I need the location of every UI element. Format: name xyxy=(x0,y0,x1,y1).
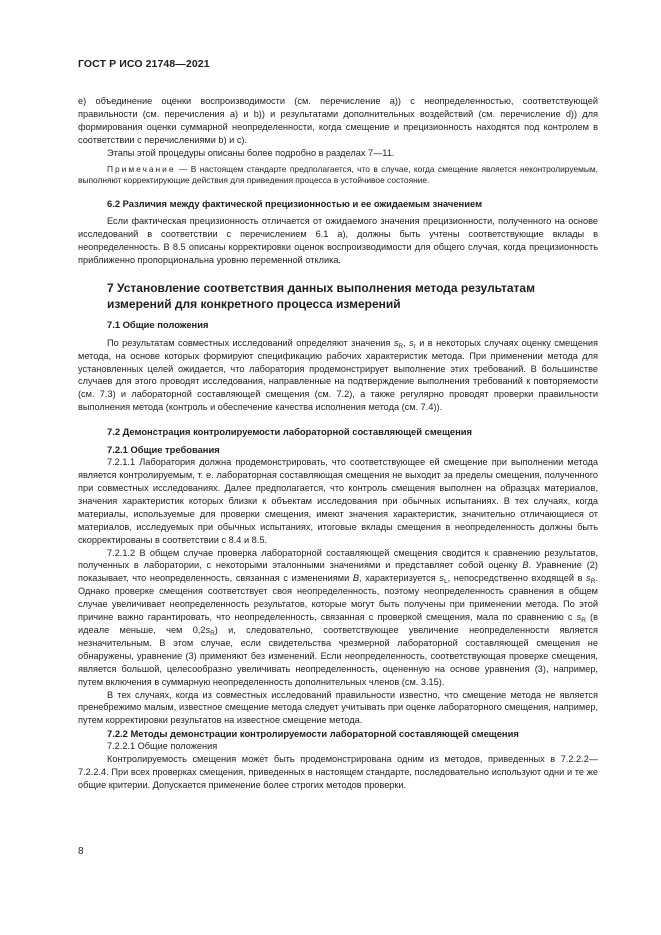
heading-7-1: 7.1 Общие положения xyxy=(107,318,209,330)
document-header: ГОСТ Р ИСО 21748—2021 xyxy=(78,58,210,70)
subscript-r: r xyxy=(413,342,416,350)
paragraph-7-2-2-1-title: 7.2.2.1 Общие положения xyxy=(107,741,218,752)
subscript-R: R xyxy=(590,578,596,586)
symbol-s: s xyxy=(409,337,414,348)
heading-7-2-2: 7.2.2 Методы демонстрации контролируемости лабораторной составляющей смещения xyxy=(107,728,519,740)
subscript-R: R xyxy=(398,342,404,350)
symbol-s: s xyxy=(586,573,591,584)
symbol-B: B xyxy=(522,560,529,571)
heading-7-2-1: 7.2.1 Общие требования xyxy=(107,444,220,456)
heading-section-7: 7 Установление соответствия данных выполнения метода результатам измерений для конкретного процесса измерений xyxy=(107,280,535,311)
paragraph-stages: Этапы этой процедуры описаны более подробно в разделах 7—11. xyxy=(107,147,395,158)
symbol-s: s xyxy=(439,573,444,584)
subscript-L: L xyxy=(443,578,448,586)
paragraph-6-2: Если фактическая прецизионность отличается от ожидаемого значения прецизионности, полученного на основе исследований в соответствии с перечислением 6.1 а), должны быть учтены соответствующие вклады в неопределенность. В 8.5 описаны корректировки оценок воспроизводимости для общего случая, когда прецизионность приближенно пропорциональна уровню переменной отклика. xyxy=(78,216,598,265)
note-text: — В настоящем стандарте предполагается, что в случае, когда смещение является неконтролируемым, выполняют корректирующие действия для приведения процесса в устойчивое состояние. xyxy=(78,163,598,186)
text-run: . Однако проверке смещения соответствует своя неопределенность, поэтому неопределенность сравнения в общем случае увеличивает неопределенность результатов, которые могут быть получены при применении метода. По этой причине важно гарантировать, что неопределенность, связанная с проверкой смещения, мала по сравнению с xyxy=(78,573,598,623)
subscript-R: R xyxy=(210,629,215,637)
paragraph-7-2-2-1: Контролируемость смещения может быть продемонстрирована одним из методов, приведенных в 7.2.2.2—7.2.2.4. При всех проверках смещения, приведенных в настоящем стандарте, последовательно используют одни и те же общие критерии. Допускается применение более строгих методов проверки. xyxy=(78,754,598,790)
note xyxy=(78,164,598,188)
text-run: и в некоторых случаях оценку смещения метода, на основе которых формируют спецификацию рабочих характеристик метода. При применении метода для установленных целей ожидается, что лаборатория продемонстрирует выполнение этих требований. В большинстве случаев для этого проводят исследования, направленные на подтверждение выполнения требований к повторяемости (см. 7.3) и лабораторной составляющей смещения (см. 7.2), а также регулярно проводят проверки правильности выполнения метода (контроль и обеспечение качества исполнения метода (см. 7.4)). xyxy=(78,337,599,413)
paragraph-7-2-1-1: 7.2.1.1 Лаборатория должна продемонстрировать, что соответствующее ей смещение при выполнении метода является контролируемым, т. е. лабораторная составляющая смещения не выходит за пределы смещения, полученного при совместных исследованиях. Далее предполагается, что контроль смещения выполнен на образцах материалов, значения характеристик которых близки к объектам исследования при обычных испытаниях. В тех случаях, когда материалы, используемые для проверки смещения, имеют значения характеристик, значительно отличающиеся от материалов, исследуемых при обычных испытаниях, итоговые вклады смещения в неопределенность должны быть скорректированы в соответствии с 8.4 и 8.5. xyxy=(78,457,598,545)
text-run: , непосредственно входящей в xyxy=(447,573,587,584)
page-number: 8 xyxy=(78,846,84,857)
paragraph-7-2-1-3: В тех случаях, когда из совместных исследований правильности известно, что смещение метода не является пренебрежимо малым, известное смещение метода следует учитывать при оценке лабораторного смещения, например, путем корректировки результатов на известное смещение метода. xyxy=(78,689,598,726)
document-body xyxy=(78,95,598,792)
heading-7-2: 7.2 Демонстрация контролируемости лабораторной составляющей смещения xyxy=(107,426,473,438)
text-run: , xyxy=(403,337,410,348)
text-run: ) и, следовательно, соответствующее увеличение неопределенности является незначительным. В этом случае, если свидетельства чрезмерной лабораторной составляющей смещения не обнаружены, уравнение (3) применяют без изменений. Если неопределенность, соответствующая проверке смещения, является большой, целесообразно увеличивать неопределенность, оцененную на основе уравнения (3), например, путем включения в суммарную неопределенность дополнительных членов (см. 3.15). xyxy=(78,624,598,687)
symbol-s: s xyxy=(205,624,211,635)
symbol-B: B xyxy=(352,573,360,584)
heading-6-2: 6.2 Различия между фактической прецизионностью и ее ожидаемым значением xyxy=(107,198,483,210)
paragraph-7-2-1-2 xyxy=(78,547,598,689)
subscript-R: R xyxy=(581,617,586,625)
symbol-s: s xyxy=(576,612,582,623)
text-run: . Уравнение (2) показывает, что неопределенность, связанная с изменениями xyxy=(78,560,598,584)
note-label: Примечание xyxy=(107,163,176,174)
text-run: По результатам совместных исследований определяют значения xyxy=(107,337,394,348)
text-run: , характеризуется xyxy=(359,573,440,584)
paragraph-7-1 xyxy=(78,337,598,414)
symbol-s: s xyxy=(393,337,399,348)
paragraph-item-e: е) объединение оценки воспроизводимости (см. перечисление а)) с неопределенностью, соответствующей правильности (см. перечисления а) и b)) и результатами дополнительных воздействий (см. перечисление d)) для формирования оценки суммарной неопределенности, когда смещение и прецизионность находятся под контролем в соответствии с перечислениями b) и с). xyxy=(78,96,598,145)
text-run: (в идеале меньше, чем 0,2 xyxy=(78,612,598,635)
text-run: 7.2.1.2 В общем случае проверка лабораторной составляющей смещения сводится к сравнению результатов, полученных в лаборатории, с некоторыми эталонными значениями и представляет собой оценку xyxy=(78,547,598,571)
